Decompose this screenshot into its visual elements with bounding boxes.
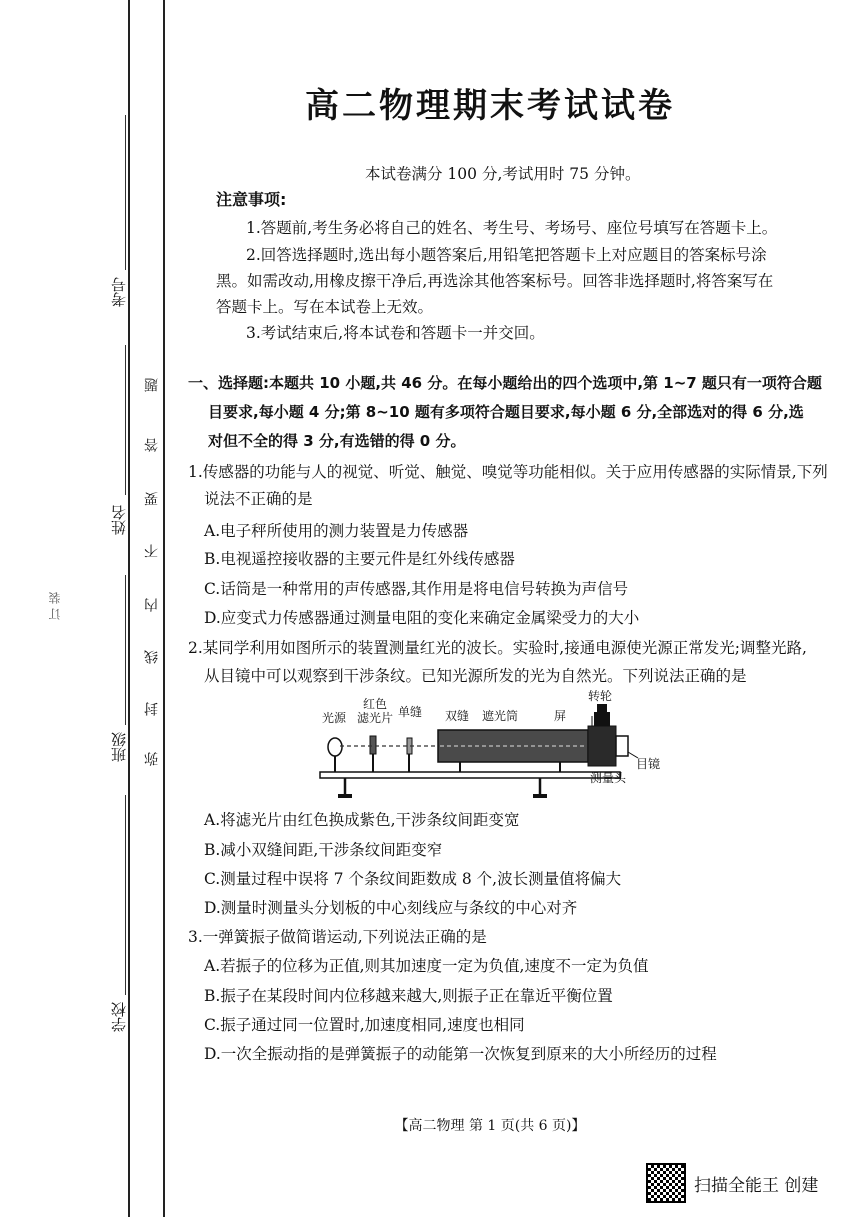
question-stem: 3.一弹簧振子做简谐运动,下列说法正确的是 (188, 928, 487, 946)
label-red-filter-1: 红色 (363, 697, 388, 711)
note-line: 3.考试结束后,将本试卷和答题卡一并交回。 (246, 324, 545, 342)
page-footer: 【高二物理 第 1 页(共 6 页)】 (394, 1118, 586, 1134)
class-blank (125, 575, 126, 725)
seal-char: 题 (144, 378, 160, 392)
note-line: 黑。如需改动,用橡皮擦干净后,再选涂其他答案标号。回答非选择题时,将答案写在 (216, 272, 774, 290)
option-a: A.电子秤所使用的测力装置是力传感器 (204, 522, 469, 540)
question-stem: 2.某同学利用如图所示的装置测量红光的波长。实验时,接通电源使光源正常发光;调整光路, (188, 639, 807, 657)
question-stem-line: 说法不正确的是 (204, 490, 313, 508)
rail-foot (533, 794, 547, 798)
label-single-slit: 单缝 (398, 705, 423, 719)
question-stem-line: 从目镜中可以观察到干涉条纹。已知光源所发的光为自然光。下列说法正确的是 (204, 667, 747, 685)
label-measure-head: 测量头 (590, 771, 627, 785)
turning-wheel-knob (597, 704, 607, 712)
binding-line-outer (128, 0, 130, 1217)
seal-char: 答 (144, 438, 160, 452)
option-d: D.一次全振动指的是弹簧振子的动能第一次恢复到原来的大小所经历的过程 (204, 1045, 717, 1063)
section-heading-line: 目要求,每小题 4 分;第 8~10 题有多项符合题目要求,每小题 6 分,全部选对的得 6 分,选 (208, 403, 804, 421)
seal-char: 要 (144, 492, 160, 506)
option-c: C.测量过程中误将 7 个条纹间距数成 8 个,波长测量值将偏大 (204, 870, 622, 888)
label-red-filter-2: 滤光片 (357, 711, 394, 725)
label-screen: 屏 (554, 709, 567, 723)
label-eyepiece: 目镜 (636, 757, 661, 771)
class-label: 班级 (110, 732, 128, 762)
school-label: 学校 (110, 1002, 128, 1032)
page-title: 高二物理期末考试试卷 (305, 86, 675, 126)
note-line: 答题卡上。写在本试卷上无效。 (216, 298, 434, 316)
note-line: 1.答题前,考生务必将自己的姓名、考生号、考场号、座位号填写在答题卡上。 (246, 219, 778, 237)
option-b: B.减小双缝间距,干涉条纹间距变窄 (204, 841, 443, 859)
turning-wheel (594, 712, 610, 726)
section-heading-line: 对但不全的得 3 分,有选错的得 0 分。 (208, 432, 466, 450)
label-wheel: 转轮 (588, 690, 613, 703)
option-d: D.应变式力传感器通过测量电阻的变化来确定金属梁受力的大小 (204, 609, 640, 627)
light-source-lamp (328, 738, 342, 756)
double-slit-apparatus-figure (310, 690, 670, 805)
watermark-text: 扫描全能王 创建 (694, 1175, 819, 1196)
exam-no-blank (125, 115, 126, 270)
option-a: A.若振子的位移为正值,则其加速度一定为负值,速度不一定为负值 (204, 957, 649, 975)
rail-foot (338, 794, 352, 798)
name-blank (125, 345, 126, 495)
exam-no-label: 考号 (110, 277, 128, 307)
qr-code-icon (646, 1163, 686, 1203)
option-b: B.振子在某段时间内位移越来越大,则振子正在靠近平衡位置 (204, 987, 613, 1005)
binding-line-inner (163, 0, 165, 1217)
name-label: 姓名 (110, 505, 128, 535)
seal-char: 内 (144, 598, 160, 612)
option-c: C.话筒是一种常用的声传感器,其作用是将电信号转换为声信号 (204, 580, 629, 598)
school-blank (125, 795, 126, 995)
option-b: B.电视遥控接收器的主要元件是红外线传感器 (204, 550, 515, 568)
scanner-watermark (646, 1163, 818, 1203)
eyepiece (616, 736, 628, 756)
seal-char: 线 (144, 650, 160, 664)
red-filter (370, 736, 376, 754)
option-a: A.将滤光片由红色换成紫色,干涉条纹间距变宽 (204, 811, 520, 829)
seal-char: 不 (144, 544, 160, 558)
label-light-source: 光源 (322, 711, 347, 725)
measuring-head (588, 726, 616, 766)
option-c: C.振子通过同一位置时,加速度相同,速度也相同 (204, 1016, 525, 1034)
notes-heading: 注意事项: (216, 190, 287, 209)
score-info: 本试卷满分 100 分,考试用时 75 分钟。 (365, 165, 641, 183)
option-d: D.测量时测量头分划板的中心刻线应与条纹的中心对齐 (204, 899, 578, 917)
label-tube: 遮光筒 (482, 709, 519, 723)
section-heading: 一、选择题:本题共 10 小题,共 46 分。在每小题给出的四个选项中,第 1~7 题只有一项符合题 (188, 374, 822, 392)
seal-char: 弥 (144, 752, 160, 766)
note-line: 2.回答选择题时,选出每小题答案后,用铅笔把答题卡上对应题目的答案标号涂 (246, 246, 767, 264)
optical-rail (320, 772, 620, 778)
binding-margin-mark: 订 装 (48, 592, 62, 620)
seal-char: 封 (144, 702, 160, 716)
question-stem: 1.传感器的功能与人的视觉、听觉、触觉、嗅觉等功能相似。关于应用传感器的实际情景,下列 (188, 463, 828, 481)
label-double-slit: 双缝 (445, 709, 470, 723)
